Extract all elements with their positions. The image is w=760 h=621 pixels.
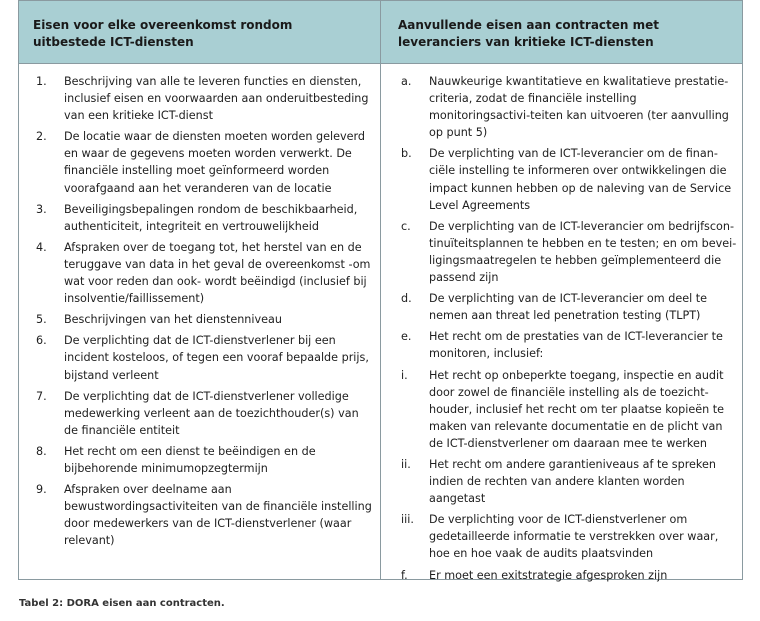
list-item	[33, 311, 373, 328]
item-text: Het recht om andere garantieniveaus af te spreken indien de rechten van andere klanten worden aangetast	[429, 457, 716, 506]
item-text: Nauwkeurige kwantitatieve en kwalitatieve prestatie-criteria, zodat de financiële instelling monitoringsactivi-teiten kan uitvoeren (ter aanvulling op punt 5)	[429, 75, 729, 140]
item-marker: d.	[401, 292, 412, 306]
item-text: Het recht op onbeperkte toegang, inspectie en audit door zowel de financiële instelling als de toezicht-houder, inclusief het recht om ter plaatse kopieën te maken van relevante documentatie en de plicht van de ICT-dienstverlener om daaraan mee te werken	[429, 368, 725, 450]
table-caption: Tabel 2: DORA eisen aan contracten.	[19, 598, 225, 609]
item-marker: 9.	[36, 483, 47, 497]
item-text: De verplichting van de ICT-leverancier om deel te nemen aan threat led penetration testing (TLPT)	[429, 292, 708, 323]
list-item	[33, 239, 373, 307]
list-item	[33, 481, 373, 549]
item-text: Beschrijving van alle te leveren functies en diensten, inclusief eisen en voorwaarden aan onderuitbesteding van een kritieke ICT-dienst	[64, 75, 369, 123]
header-left: Eisen voor elke overeenkomst rondom uitbestede ICT-diensten	[33, 18, 293, 49]
list-item	[33, 73, 373, 124]
item-text: De locatie waar de diensten moeten worden geleverd en waar de gegevens moeten worden verwerkt. De financiële instelling moet geïnformeerd worden voorafgaand aan het veranderen van de locatie	[64, 130, 365, 195]
list-item	[398, 328, 738, 362]
item-marker: 3.	[36, 202, 47, 216]
left-column	[33, 73, 373, 553]
list-item	[398, 73, 738, 141]
header-right: Aanvullende eisen aan contracten met leveranciers van kritieke ICT-diensten	[398, 18, 660, 49]
item-marker: 2.	[36, 130, 47, 144]
item-text: Er moet een exitstrategie afgesproken zijn	[429, 568, 668, 582]
item-marker: c.	[401, 219, 411, 233]
list-item	[398, 218, 738, 286]
item-text: De verplichting voor de ICT-dienstverlener om gedetailleerde informatie te verstrekken over waar, hoe en hoe vaak de audits plaatsvinden	[429, 513, 719, 561]
item-text: De verplichting dat de ICT-dienstverlener bij een incident kosteloos, of tegen een vooraf bepaalde prijs, bijstand verleent	[64, 334, 369, 382]
item-marker: f.	[401, 568, 408, 582]
list-item	[398, 511, 738, 562]
item-text: Het recht om een dienst te beëindigen en de bijbehorende minimumopzegtermijn	[64, 444, 316, 475]
list-item	[398, 456, 738, 507]
item-marker: e.	[401, 330, 412, 344]
list-item	[33, 443, 373, 477]
item-marker: 8.	[36, 444, 47, 458]
item-marker: 1.	[36, 75, 47, 88]
list-item	[398, 145, 738, 213]
column-divider	[380, 1, 381, 579]
item-text: Het recht om de prestaties van de ICT-leverancier te monitoren, inclusief:	[429, 330, 723, 361]
item-text: De verplichting van de ICT-leverancier om de finan-ciële instelling te informeren over ontwikkelingen die impact kunnen hebben op de naleving van de Service Level Agreements	[429, 147, 732, 212]
item-marker: iii.	[401, 513, 414, 527]
item-text: De verplichting dat de ICT-dienstverlener volledige medewerking verleent aan de toezichthouder(s) van de financiële entiteit	[64, 389, 359, 437]
item-text: Afspraken over de toegang tot, het herstel van en de teruggave van data in het geval de overeenkomst -om wat voor reden dan ook- wordt beëindigd (inclusief bij insolventie/faillissement)	[64, 240, 371, 306]
list-item	[33, 128, 373, 196]
list-item	[398, 567, 738, 584]
item-marker: 6.	[36, 334, 47, 348]
requirements-table	[18, 0, 743, 580]
item-marker: a.	[401, 75, 412, 88]
item-text: De verplichting van de ICT-leverancier om bedrijfscon-tinuïteitsplannen te hebben en te testen; en om bevei-ligingsmaatregelen te hebben geïmplementeerd die passend zijn	[429, 219, 737, 285]
list-item	[33, 332, 373, 383]
item-marker: ii.	[401, 457, 411, 471]
list-item	[33, 201, 373, 235]
item-marker: 7.	[36, 389, 47, 403]
list-item	[398, 367, 738, 452]
item-marker: b.	[401, 147, 412, 161]
item-marker: 5.	[36, 313, 47, 327]
item-marker: 4.	[36, 240, 47, 254]
item-marker: i.	[401, 368, 408, 382]
right-column	[398, 73, 738, 588]
item-text: Beschrijvingen van het dienstenniveau	[64, 313, 282, 327]
list-item	[398, 290, 738, 324]
item-text: Beveiligingsbepalingen rondom de beschikbaarheid, authenticiteit, integriteit en vertrouwelijkheid	[64, 202, 358, 233]
list-item	[33, 388, 373, 439]
item-text: Afspraken over deelname aan bewustwordingsactiviteiten van de financiële instelling door medewerkers van de ICT-dienstverlener (waar relevant)	[64, 483, 372, 548]
